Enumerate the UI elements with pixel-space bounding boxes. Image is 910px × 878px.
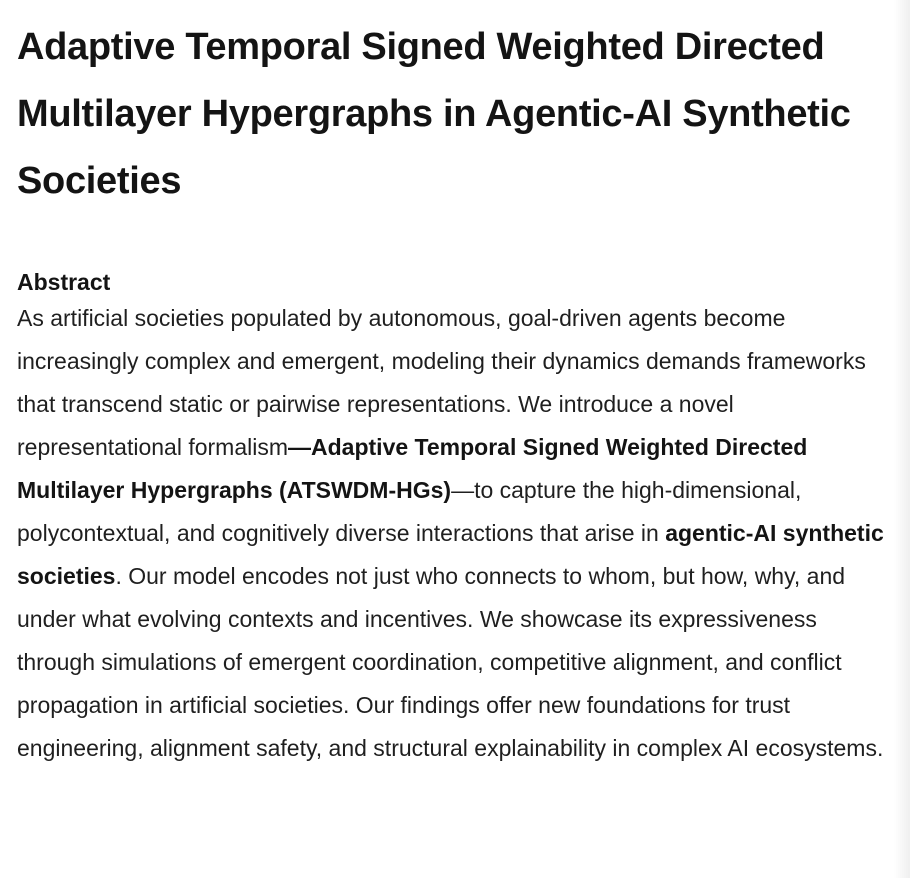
abstract-body — [17, 297, 897, 770]
article — [17, 14, 897, 770]
abstract-term-agentic-societies: agentic-AI synthetic societies — [17, 520, 884, 589]
abstract-term-atswdm: —Adaptive Temporal Signed Weighted Directed Multilayer Hypergraphs (ATSWDM-HGs) — [17, 434, 808, 503]
abstract-text-2: —to capture the high-dimensional, polycontextual, and cognitively diverse interactions that arise in — [17, 477, 802, 546]
abstract-heading: Abstract — [17, 269, 111, 295]
abstract-text-1: As artificial societies populated by autonomous, goal-driven agents become increasingly complex and emergent, modeling their dynamics demands frameworks that transcend static or pairwise representations. We introduce a novel representational formalism — [17, 305, 866, 460]
abstract-text-3: . Our model encodes not just who connects to whom, but how, why, and under what evolving contexts and incentives. We showcase its expressiveness through simulations of emergent coordination, competitive alignment, and conflict propagation in artificial societies. Our findings offer new foundations for trust engineering, alignment safety, and structural explainability in complex AI ecosystems. — [17, 563, 884, 761]
scroll-edge-shade — [894, 0, 910, 878]
article-title: Adaptive Temporal Signed Weighted Directed Multilayer Hypergraphs in Agentic-AI Synthetic Societies — [17, 26, 851, 202]
